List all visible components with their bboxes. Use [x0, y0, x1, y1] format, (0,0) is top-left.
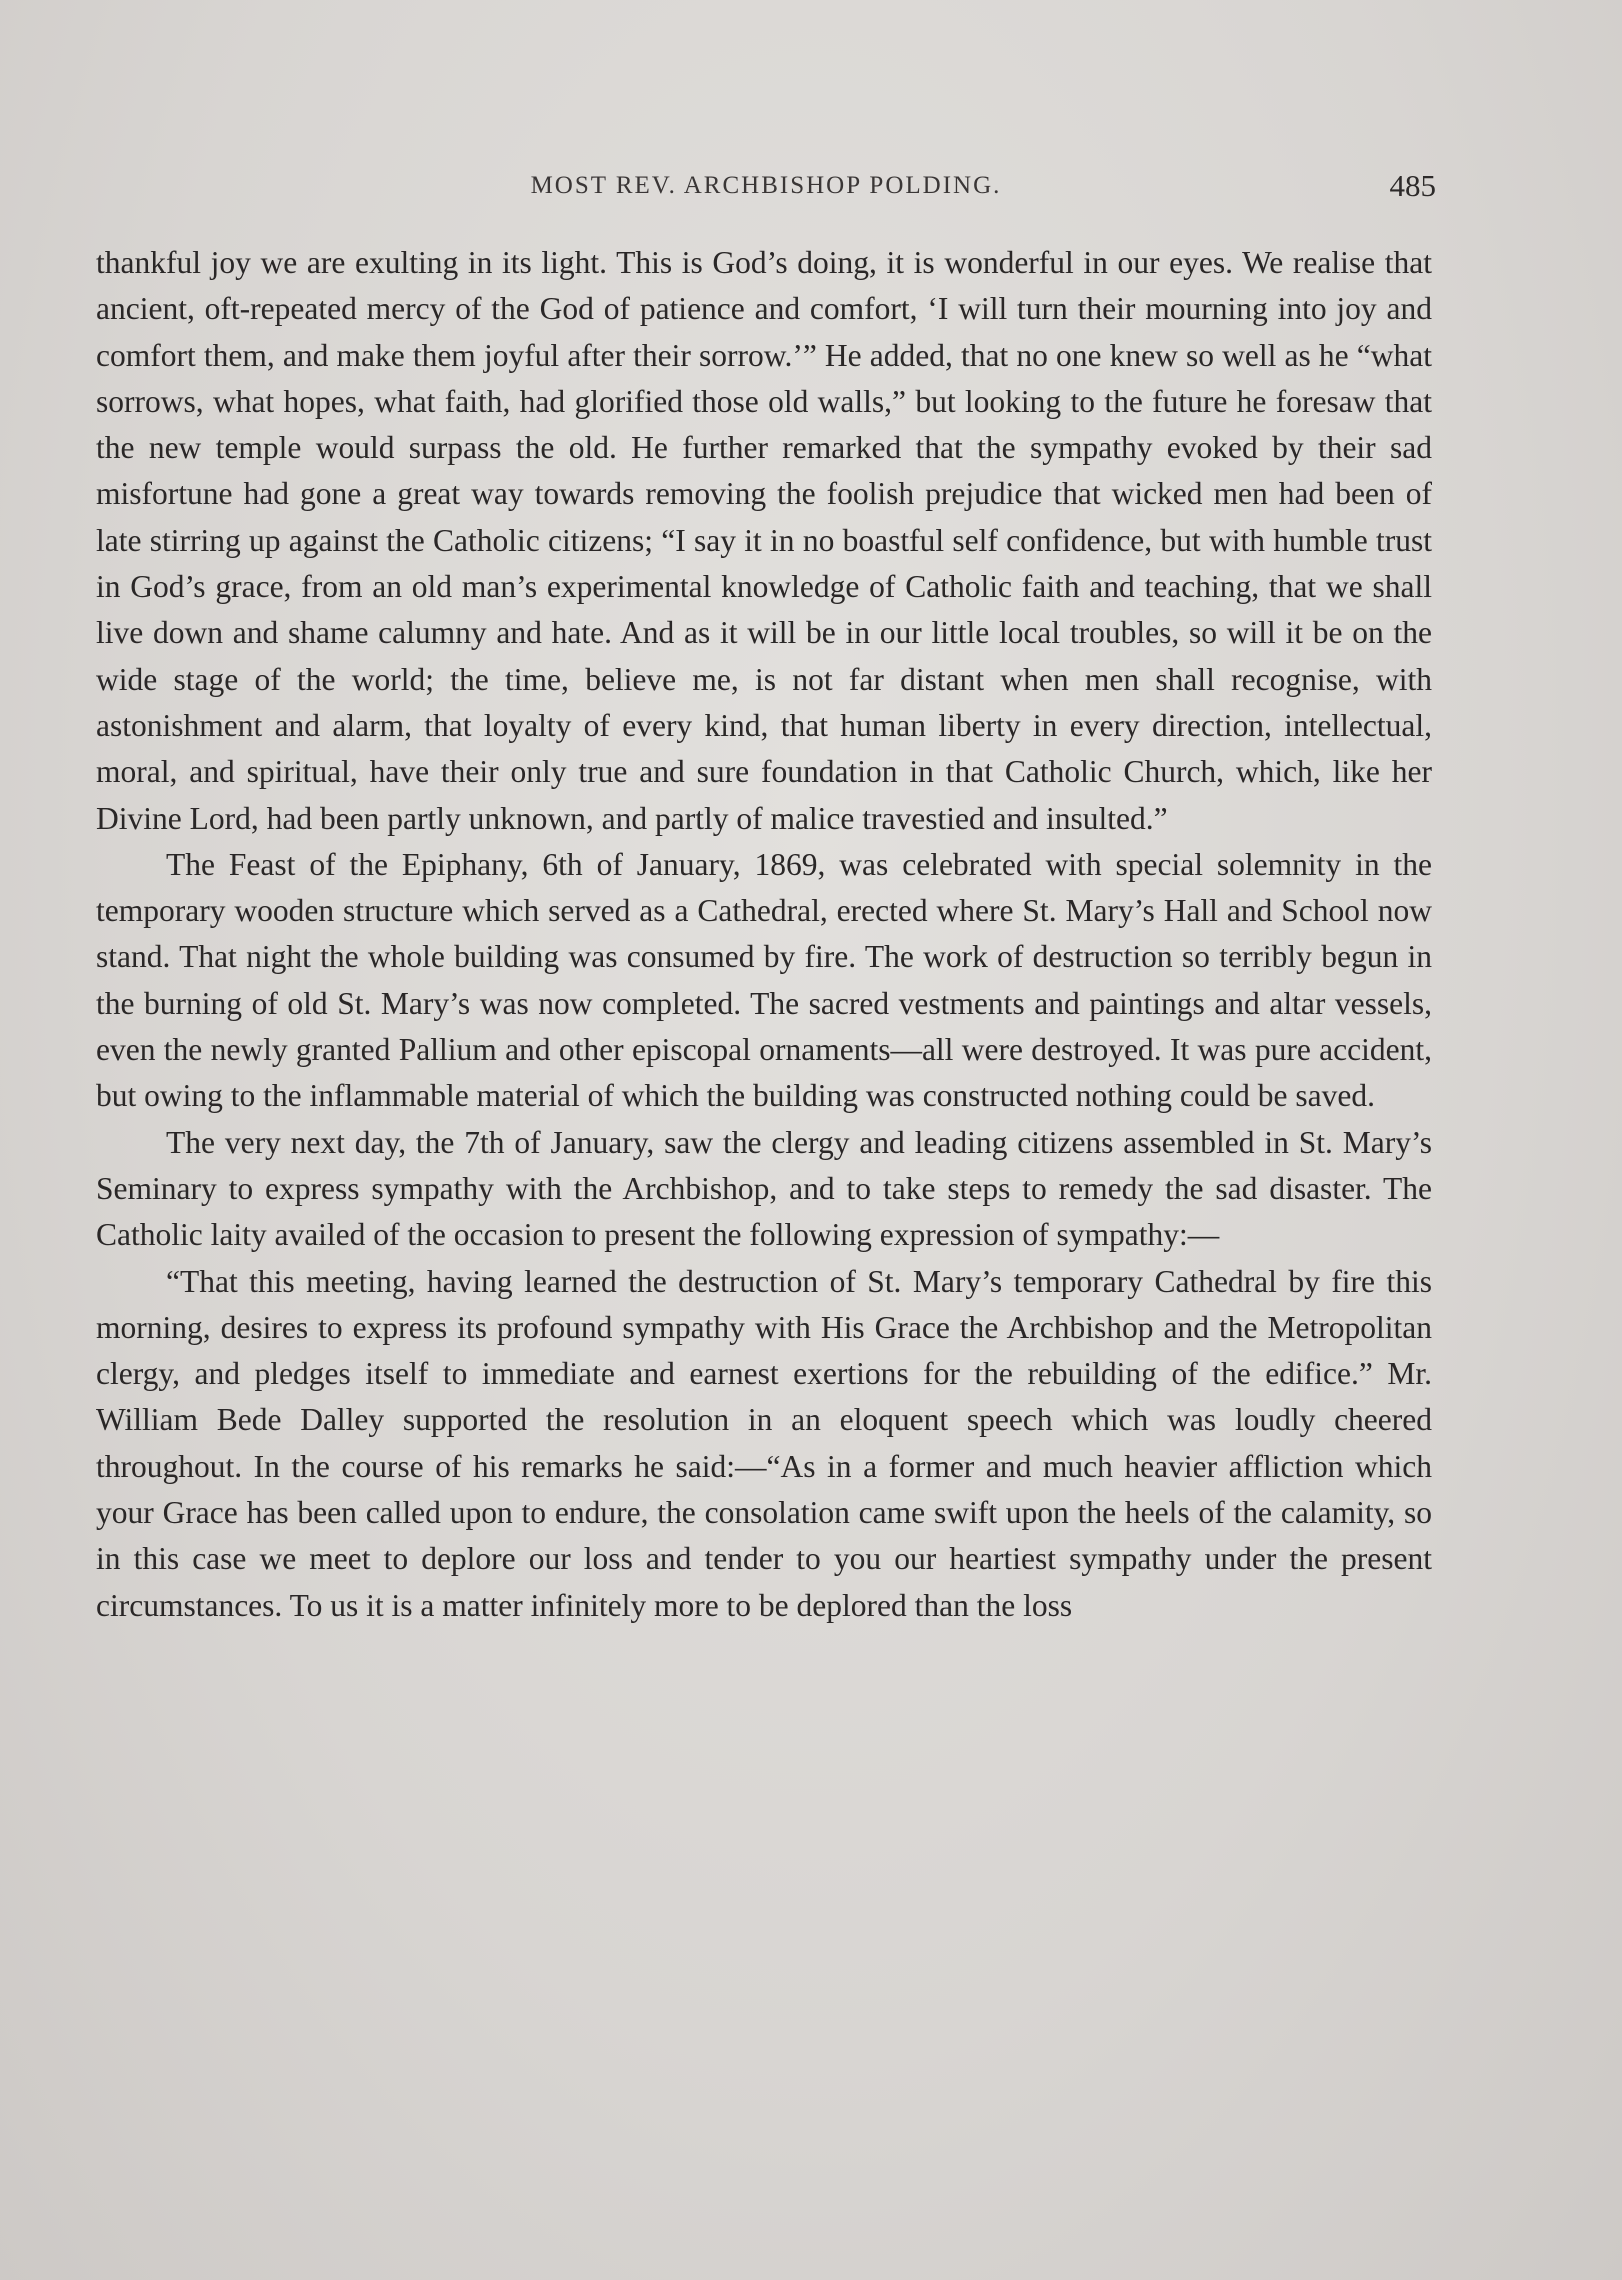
paragraph-continued: thankful joy we are exulting in its light. This is God’s doing, it is wonderful in our eyes. We realise that ancient, oft-repeated mercy of the God of patience and comfort, ‘I will turn their mourning into joy and comfort them, and make them joyful after their sorrow.’” He added, that no one knew so well as he “what sorrows, what hopes, what faith, had glorified those old walls,” but looking to the future he foresaw that the new temple would surpass the old. He further remarked that the sympathy evoked by their sad misfortune had gone a great way towards removing the foolish prejudice that wicked men had been of late stirring up against the Catholic citizens; “I say it in no boastful self confidence, but with humble trust in God’s grace, from an old man’s experimental knowledge of Catholic faith and teaching, that we shall live down and shame calumny and hate. And as it will be in our little local troubles, so will it be on the wide stage of the world; the time, believe me, is not far distant when men shall recognise, with astonishment and alarm, that loyalty of every kind, that human liberty in every direction, intellectual, moral, and spiritual, have their only true and sure foundation in that Catholic Church, which, like her Divine Lord, had been partly unknown, and partly of malice travestied and insulted.”	[96, 245, 1432, 836]
paragraph-meeting: The very next day, the 7th of January, saw the clergy and leading citizens assembled in St. Mary’s Seminary to express sympathy with the Archbishop, and to take steps to remedy the sad disaster. The Catholic laity availed of the occasion to present the following expression of sympathy:—	[96, 1124, 1432, 1253]
page-number: 485	[1389, 168, 1436, 203]
running-title: MOST REV. ARCHBISHOP POLDING.	[530, 172, 1002, 199]
body-text	[96, 240, 1432, 1629]
paragraph-resolution: “That this meeting, having learned the destruction of St. Mary’s temporary Cathedral by fire this morning, desires to express its profound sympathy with His Grace the Archbishop and the Metropolitan clergy, and pledges itself to immediate and earnest exertions for the rebuilding of the edifice.” Mr. William Bede Dalley supported the resolution in an eloquent speech which was loudly cheered throughout. In the course of his remarks he said:—“As in a former and much heavier affliction which your Grace has been called upon to endure, the consolation came swift upon the heels of the calamity, so in this case we meet to deplore our loss and tender to you our heartiest sympathy under the present circumstances. To us it is a matter infinitely more to be deplored than the loss	[96, 1263, 1432, 1623]
paragraph-epiphany-fire: The Feast of the Epiphany, 6th of January, 1869, was celebrated with special solemnity in the temporary wooden structure which served as a Cathedral, erected where St. Mary’s Hall and School now stand. That night the whole building was consumed by fire. The work of destruction so terribly begun in the burning of old St. Mary’s was now completed. The sacred vestments and paintings and altar vessels, even the newly granted Pallium and other episcopal ornaments—all were destroyed. It was pure accident, but owing to the inflammable material of which the building was constructed nothing could be saved.	[96, 846, 1432, 1114]
running-header	[96, 168, 1436, 208]
